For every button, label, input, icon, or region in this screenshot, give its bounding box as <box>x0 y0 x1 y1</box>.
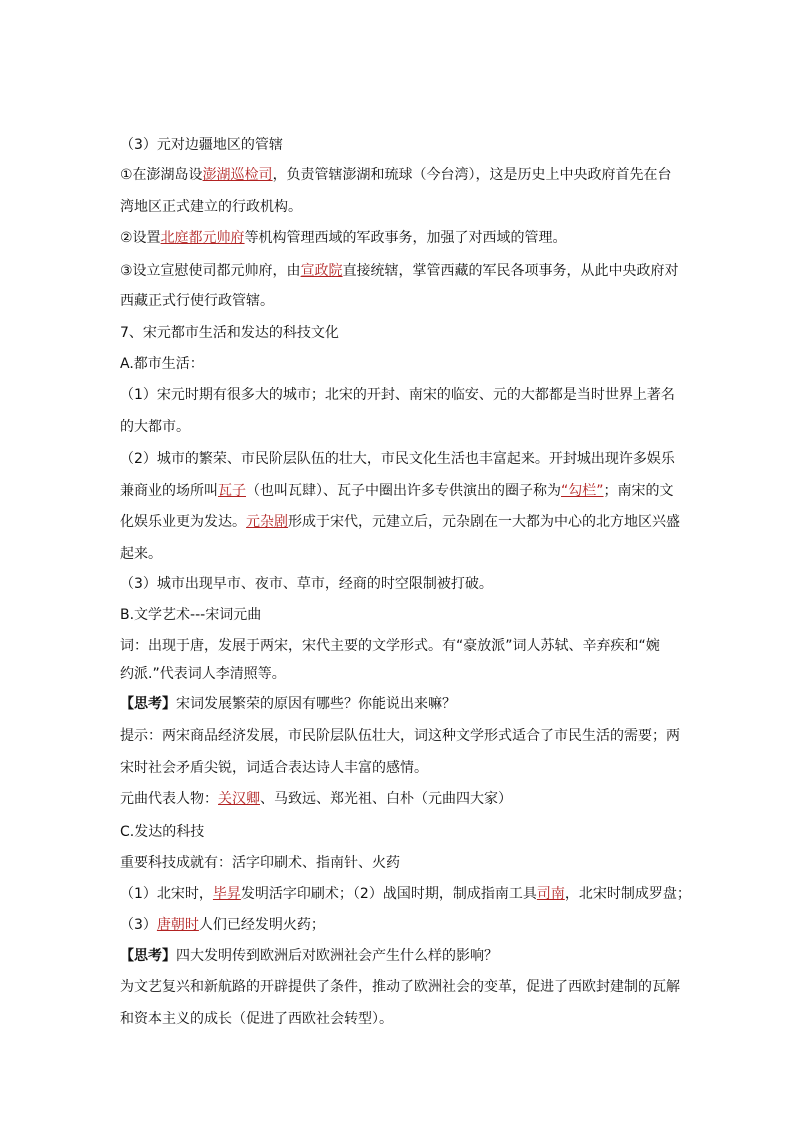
paragraph-line: 重要科技成就有：活字印刷术、指南针、火药 <box>120 855 400 871</box>
paragraph-line: 化娱乐业更为发达。元杂剧形成于宋代，元建立后，元杂剧在一大都为中心的北方地区兴盛 <box>120 514 680 530</box>
subsection-title: A.都市生活： <box>120 356 204 372</box>
think-question: 【思考】四大发明传到欧洲后对欧洲社会产生什么样的影响？ <box>120 948 498 964</box>
keyword: 北庭都元帅府 <box>160 230 245 246</box>
keyword: 唐朝时 <box>156 917 199 933</box>
paragraph-line: 词：出现于唐，发展于两宋，宋代主要的文学形式。有“豪放派”词人苏轼、辛弃疾和“婉 <box>120 638 660 654</box>
paragraph-line: 宋时社会矛盾尖锐，词适合表达诗人丰富的感情。 <box>120 760 428 776</box>
paragraph-line: ②设置北庭都元帅府等机构管理西域的军政事务，加强了对西域的管理。 <box>120 230 567 246</box>
keyword: 关汉卿 <box>218 791 260 807</box>
keyword: 宣政院 <box>300 263 343 279</box>
section-title: 7、宋元都市生活和发达的科技文化 <box>120 325 339 341</box>
paragraph-line: 的大都市。 <box>120 419 190 435</box>
keyword: 澎湖巡检司 <box>202 167 273 183</box>
paragraph-line: （1）北宋时，毕昇发明活字印刷术；（2）战国时期，制成指南工具司南，北宋时制成罗盘； <box>120 886 691 902</box>
think-question: 【思考】宋词发展繁荣的原因有哪些？你能说出来嘛？ <box>120 696 456 712</box>
paragraph-line: 湾地区正式建立的行政机构。 <box>120 199 302 215</box>
paragraph-line: （2）城市的繁荣、市民阶层队伍的壮大，市民文化生活也丰富起来。开封城出现许多娱乐 <box>120 451 675 467</box>
subsection-title: B.文学艺术---宋词元曲 <box>120 607 262 623</box>
paragraph-line: 起来。 <box>120 546 162 562</box>
paragraph-line: 兼商业的场所叫瓦子（也叫瓦肆）、瓦子中圈出许多专供演出的圈子称为“勾栏”；南宋的文 <box>120 483 674 499</box>
paragraph-line: （1）宋元时期有很多大的城市；北宋的开封、南宋的临安、元的大都都是当时世界上著名 <box>120 387 675 403</box>
paragraph-line: 元曲代表人物：关汉卿、马致远、郑光祖、白朴（元曲四大家） <box>120 791 512 807</box>
subsection-title: C.发达的科技 <box>120 824 205 840</box>
paragraph-line: ①在澎湖岛设澎湖巡检司，负责管辖澎湖和琉球（今台湾），这是历史上中央政府首先在台 <box>120 167 672 183</box>
keyword: 元杂剧 <box>246 514 288 530</box>
paragraph-line: 约派.”代表词人李清照等。 <box>120 666 286 682</box>
keyword: 瓦子 <box>218 483 246 499</box>
paragraph-line: 西藏正式行使行政管辖。 <box>120 293 274 309</box>
keyword: “勾栏” <box>561 483 604 499</box>
paragraph-line: 为文艺复兴和新航路的开辟提供了条件，推动了欧洲社会的变革，促进了西欧封建制的瓦解 <box>120 979 680 995</box>
paragraph-line: （3）城市出现早市、夜市、草市，经商的时空限制被打破。 <box>120 576 493 592</box>
paragraph-line: 和资本主义的成长（促进了西欧社会转型）。 <box>120 1011 393 1027</box>
paragraph-line: （3）唐朝时人们已经发明火药； <box>120 917 325 933</box>
keyword: 毕昇 <box>212 886 241 902</box>
paragraph-line: ③设立宣慰使司都元帅府，由宣政院直接统辖，掌管西藏的军民各项事务，从此中央政府对 <box>120 263 679 279</box>
paragraph-line: 提示：两宋商品经济发展，市民阶层队伍壮大，词这种文学形式适合了市民生活的需要；两 <box>120 728 680 744</box>
keyword: 司南 <box>536 886 565 902</box>
section-heading: （3）元对边疆地区的管辖 <box>120 137 283 153</box>
